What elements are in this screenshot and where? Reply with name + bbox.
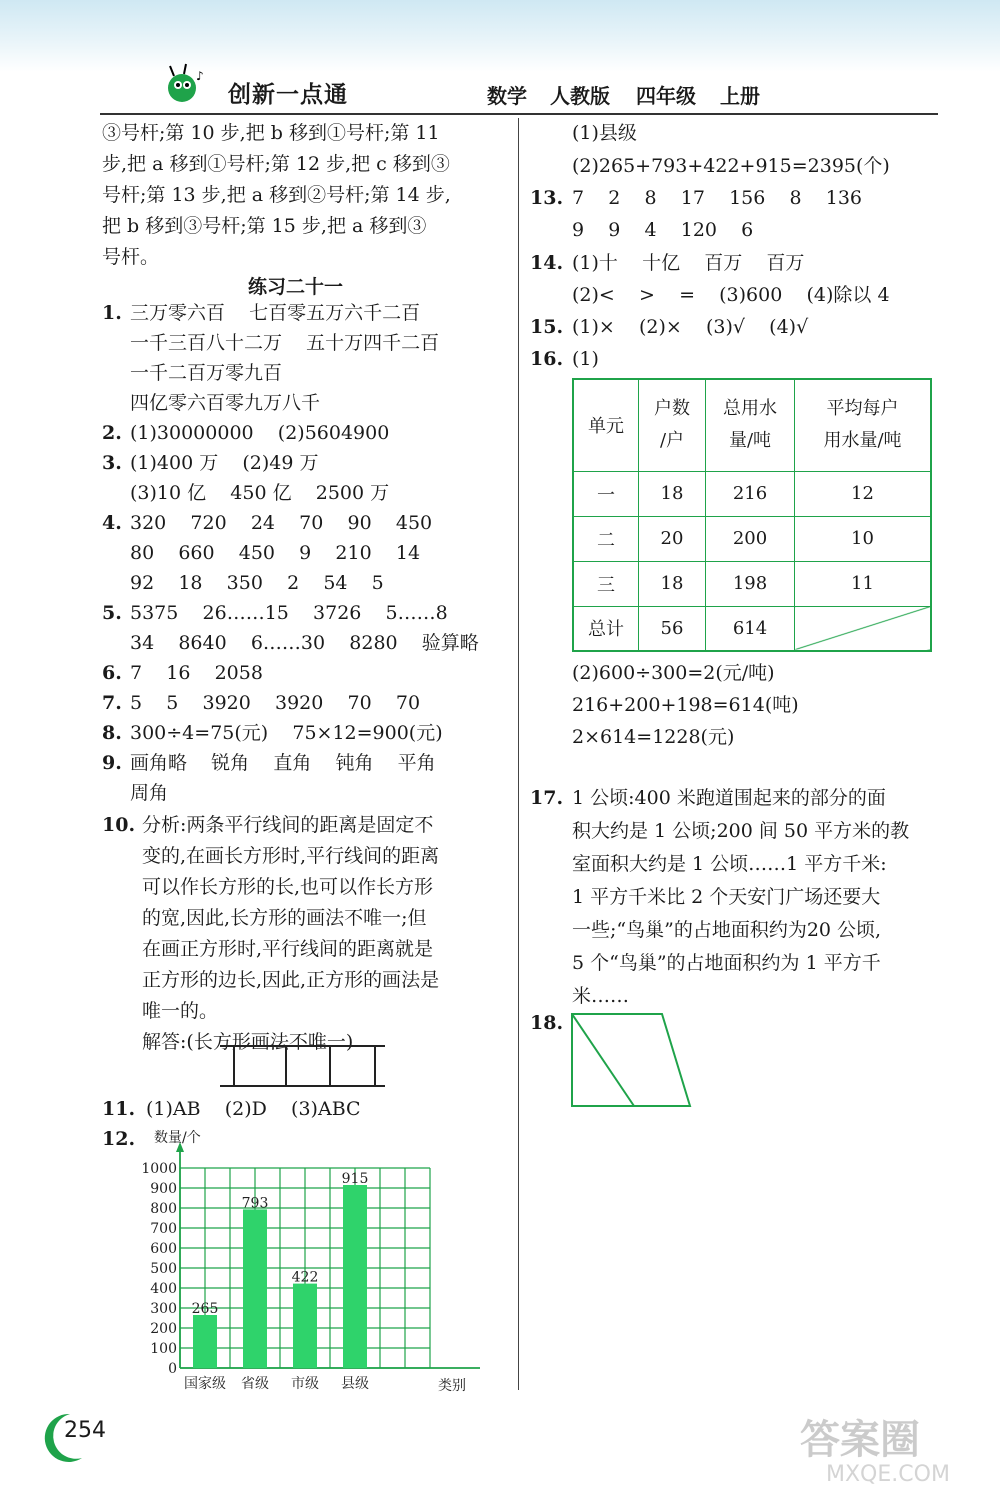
table-row xyxy=(573,516,931,561)
rectangles-figure xyxy=(220,1040,390,1092)
answer-line: 9 9 4 120 6 xyxy=(572,219,754,241)
answer-line: 的宽,因此,长方形的画法不唯一;但 xyxy=(142,907,427,929)
answer-line: (2)265+793+422+915=2395(个) xyxy=(572,155,890,177)
question-number: 18. xyxy=(530,1012,564,1034)
svg-text:♪: ♪ xyxy=(196,69,204,83)
text-line: 把 b 移到③号杆;第 15 步,把 a 移到③ xyxy=(102,215,427,237)
y-tick-label: 700 xyxy=(150,1221,177,1237)
y-tick-label: 600 xyxy=(150,1241,177,1257)
y-tick-label: 400 xyxy=(150,1281,177,1297)
logo-icon xyxy=(160,58,220,108)
answer-line: 可以作长方形的长,也可以作长方形 xyxy=(142,876,434,898)
answer-line: (1) xyxy=(572,348,599,370)
answer-line: 216+200+198=614(吨) xyxy=(572,694,799,716)
answer-line: 三万零六百 七百零五万六千二百 xyxy=(130,302,421,324)
x-axis-label: 类别 xyxy=(438,1378,466,1394)
answer-line: 7 2 8 17 156 8 136 xyxy=(572,187,863,209)
question-number: 2. xyxy=(102,422,122,444)
table-cell: 一 xyxy=(573,471,639,516)
table-cell-diagonal xyxy=(795,606,932,651)
text-line: ③号杆;第 10 步,把 b 移到①号杆;第 11 xyxy=(102,122,440,144)
header-divider xyxy=(100,113,938,115)
answer-line: 解答:(长方形画法不唯一) xyxy=(142,1031,354,1053)
question-number: 6. xyxy=(102,662,122,684)
answer-line: 一千二百万零九百 xyxy=(130,362,283,384)
y-tick-label: 200 xyxy=(150,1321,177,1337)
bar-国家级 xyxy=(193,1315,217,1368)
table-header-cell: 单元 xyxy=(573,379,639,471)
question-number: 12. xyxy=(102,1128,136,1150)
header-grade: 四年级 xyxy=(636,84,696,108)
question-number: 5. xyxy=(102,602,122,624)
answer-line: (1)十 十亿 百万 百万 xyxy=(572,252,805,274)
answer-line: 四亿零六百零九万八千 xyxy=(130,392,321,414)
text-line: 号杆;第 13 步,把 a 移到②号杆;第 14 步, xyxy=(102,184,451,206)
question-number: 11. xyxy=(102,1098,136,1120)
answer-line: 5375 26……15 3726 5……8 xyxy=(130,602,448,624)
header-edition: 人教版 xyxy=(550,84,610,108)
question-number: 4. xyxy=(102,512,122,534)
table-cell: 18 xyxy=(639,561,706,606)
answer-line: 1 公顷:400 米跑道围起来的部分的面 xyxy=(572,787,886,809)
question-number: 17. xyxy=(530,787,564,809)
table-cell: 11 xyxy=(795,561,932,606)
answer-line: 2×614=1228(元) xyxy=(572,726,735,748)
answer-line: 分析:两条平行线间的距离是固定不 xyxy=(142,814,434,836)
question-number: 9. xyxy=(102,752,122,774)
table-cell: 56 xyxy=(639,606,706,651)
question-number: 1. xyxy=(102,302,122,324)
watermark-logo xyxy=(796,1409,986,1487)
answer-line: (1)400 万 (2)49 万 xyxy=(130,452,319,474)
answer-line: 300÷4=75(元) 75×12=900(元) xyxy=(130,722,443,744)
table-header-cell: 平均每户 用水量/吨 xyxy=(795,379,932,471)
answer-line: 34 8640 6……30 8280 验算略 xyxy=(130,632,479,654)
answer-line: 5 5 3920 3920 70 70 xyxy=(130,692,421,714)
table-cell: 198 xyxy=(706,561,795,606)
answer-line: 室面积大约是 1 公顷……1 平方千米: xyxy=(572,853,887,875)
y-axis-label: 数量/个 xyxy=(154,1130,201,1146)
answer-line: 积大约是 1 公顷;200 间 50 平方米的教 xyxy=(572,820,910,842)
y-tick-label: 800 xyxy=(150,1201,177,1217)
text-line: 步,把 a 移到①号杆;第 12 步,把 c 移到③ xyxy=(102,153,450,175)
table-row xyxy=(573,561,931,606)
table-row xyxy=(573,606,931,651)
brand-title: 创新一点通 xyxy=(228,81,348,108)
question-number: 16. xyxy=(530,348,564,370)
x-tick-label: 国家级 xyxy=(184,1376,226,1392)
bar-value-label: 793 xyxy=(241,1195,269,1212)
answer-line: 92 18 350 2 54 5 xyxy=(130,572,384,594)
table-cell: 三 xyxy=(573,561,639,606)
x-tick-label: 市级 xyxy=(291,1376,319,1392)
answer-line: 变的,在画长方形时,平行线间的距离 xyxy=(142,845,440,867)
y-tick-label: 900 xyxy=(150,1181,177,1197)
y-tick-label: 0 xyxy=(168,1361,177,1377)
answer-line: 正方形的边长,因此,正方形的画法是 xyxy=(142,969,440,991)
bar-省级 xyxy=(243,1209,267,1368)
answer-line: 一千三百八十二万 五十万四千二百 xyxy=(130,332,440,354)
bar-value-label: 915 xyxy=(341,1171,369,1187)
answer-line: (3)10 亿 450 亿 2500 万 xyxy=(130,482,390,504)
svg-text:MXQE.COM: MXQE.COM xyxy=(826,1462,950,1487)
table-header-cell: 户数 /户 xyxy=(639,379,706,471)
question-number: 13. xyxy=(530,187,564,209)
header-volume: 上册 xyxy=(720,84,760,108)
bar-value-label: 422 xyxy=(291,1269,319,1286)
table-cell: 二 xyxy=(573,516,639,561)
question-number: 15. xyxy=(530,316,564,338)
y-tick-label: 100 xyxy=(150,1341,177,1357)
answer-line: 5 个“鸟巢”的占地面积约为 1 平方千 xyxy=(572,952,881,974)
answer-line: (2)600÷300=2(元/吨) xyxy=(572,662,775,684)
table-cell: 10 xyxy=(795,516,932,561)
answer-line: 320 720 24 70 90 450 xyxy=(130,512,433,534)
answer-line: (1)30000000 (2)5604900 xyxy=(130,422,390,444)
svg-text:答案圈: 答案圈 xyxy=(800,1417,920,1463)
water-usage-table xyxy=(572,378,932,652)
question-number: 14. xyxy=(530,252,564,274)
answer-line: 米…… xyxy=(572,985,630,1007)
bar-value-label: 265 xyxy=(191,1301,219,1317)
question-number: 7. xyxy=(102,692,122,714)
answer-line: 一些;“鸟巢”的占地面积约为20 公顷, xyxy=(572,919,882,941)
question-number: 10. xyxy=(102,814,136,836)
table-cell: 12 xyxy=(795,471,932,516)
table-cell: 18 xyxy=(639,471,706,516)
table-row xyxy=(573,471,931,516)
answer-line: 画角略 锐角 直角 钝角 平角 xyxy=(130,752,436,774)
answer-line: 在画正方形时,平行线间的距离就是 xyxy=(142,938,434,960)
header-subject: 数学 xyxy=(487,84,527,108)
y-tick-label: 1000 xyxy=(141,1161,177,1177)
x-tick-label: 县级 xyxy=(341,1376,369,1392)
answer-line: (2)< > = (3)600 (4)除以 4 xyxy=(572,284,890,306)
table-cell: 总计 xyxy=(573,606,639,651)
answer-line: (1)× (2)× (3)√ (4)√ xyxy=(572,316,809,338)
page-number: 254 xyxy=(64,1418,106,1443)
table-cell: 216 xyxy=(706,471,795,516)
column-divider xyxy=(518,118,519,1390)
answer-line: 周角 xyxy=(130,782,169,804)
header-band xyxy=(0,0,1000,72)
y-tick-label: 500 xyxy=(150,1261,177,1277)
bar-chart xyxy=(130,1120,466,1394)
answer-line: 7 16 2058 xyxy=(130,662,263,684)
text-line: 号杆。 xyxy=(102,246,160,268)
bar-市级 xyxy=(293,1284,317,1368)
table-header-cell: 总用水 量/吨 xyxy=(706,379,795,471)
table-cell: 20 xyxy=(639,516,706,561)
answer-line: 80 660 450 9 210 14 xyxy=(130,542,421,564)
question-number: 3. xyxy=(102,452,122,474)
bar-县级 xyxy=(343,1185,367,1368)
parallelogram-figure xyxy=(566,1010,696,1110)
answer-line: (1)县级 xyxy=(572,122,637,144)
section-title: 练习二十一 xyxy=(248,276,344,298)
answer-line: 1 平方千米比 2 个天安门广场还要大 xyxy=(572,886,881,908)
answer-line: 唯一的。 xyxy=(142,1000,219,1022)
table-cell: 614 xyxy=(706,606,795,651)
answer-line: (1)AB (2)D (3)ABC xyxy=(146,1098,361,1120)
x-tick-label: 省级 xyxy=(241,1376,269,1392)
table-cell: 200 xyxy=(706,516,795,561)
question-number: 8. xyxy=(102,722,122,744)
table-header-row xyxy=(573,379,931,471)
y-tick-label: 300 xyxy=(150,1301,177,1317)
